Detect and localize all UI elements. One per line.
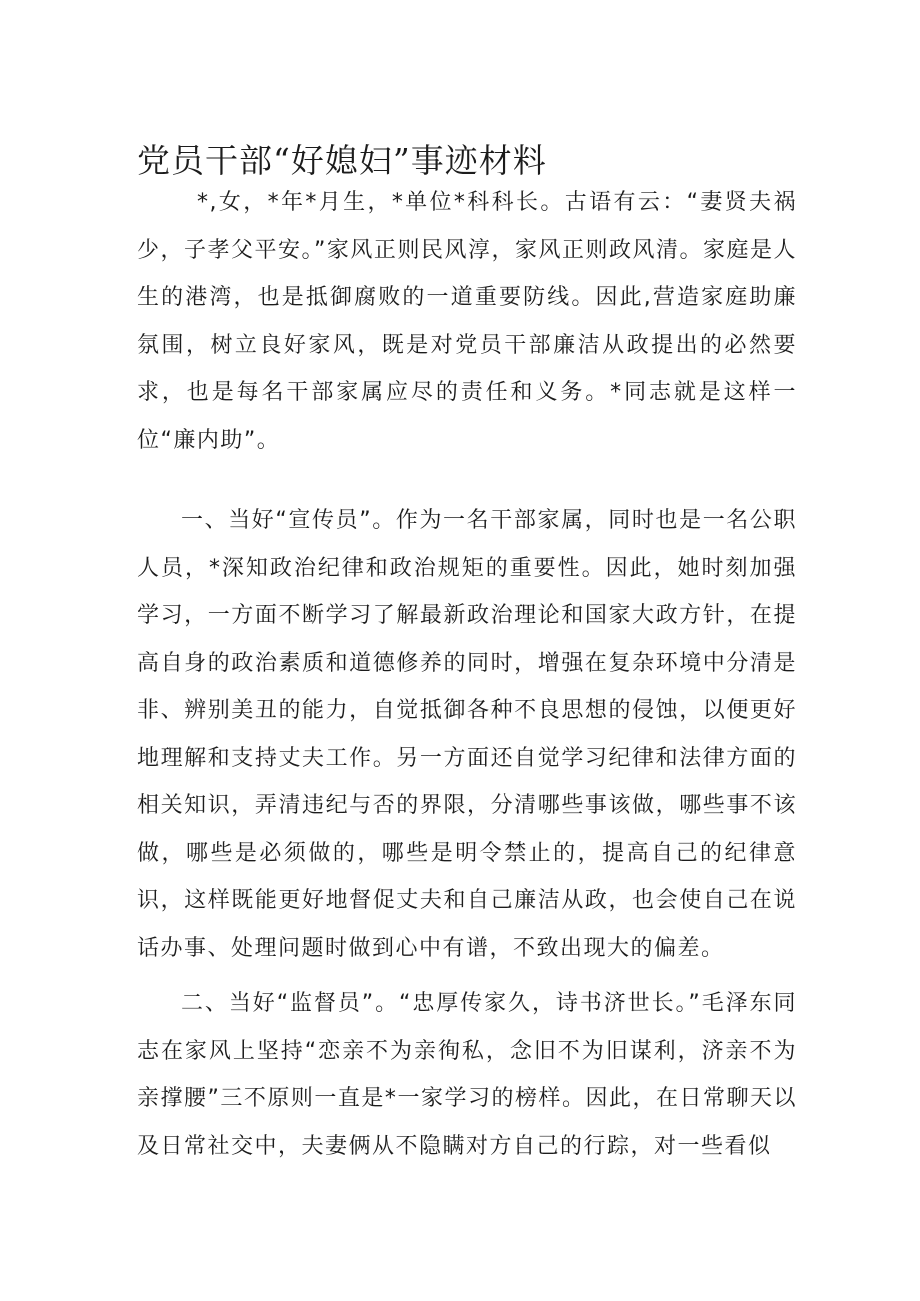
- paragraph-intro: *,女，*年*月生，*单位*科科长。古语有云：“妻贤夫祸少，子孝父平安。”家风正则民风淳，家风正则政风清。家庭是人生的港湾，也是抵御腐败的一道重要防线。因此,营造家庭助廉氛围，树立良好家风，既是对党员干部廉洁从政提出的必然要求，也是每名干部家属应尽的责任和义务。*同志就是这样一位“廉内助”。: [137, 190, 797, 453]
- paragraph-section-two: 二、当好“监督员”。“忠厚传家久，诗书济世长。”毛泽东同志在家风上坚持“恋亲不为亲徇私，念旧不为旧谋利，济亲不为亲撑腰”三不原则一直是*一家学习的榜样。因此，在日常聊天以及日常社交中，夫妻俩从不隐瞒对方自己的行踪，对一些看似: [137, 991, 797, 1159]
- paragraph-section-one: 一、当好“宣传员”。作为一名干部家属，同时也是一名公职人员，*深知政治纪律和政治规矩的重要性。因此，她时刻加强学习，一方面不断学习了解最新政治理论和国家大政方针，在提高自身的政治素质和道德修养的同时，增强在复杂环境中分清是非、辨别美丑的能力，自觉抵御各种不良思想的侵蚀，以便更好地理解和支持丈夫工作。另一方面还自觉学习纪律和法律方面的相关知识，弄清违纪与否的界限，分清哪些事该做，哪些事不该做，哪些是必须做的，哪些是明令禁止的，提高自己的纪律意识，这样既能更好地督促丈夫和自己廉洁从政，也会使自己在说话办事、处理问题时做到心中有谱，不致出现大的偏差。: [137, 508, 797, 961]
- document-title: 党员干部“好媳妇”事迹材料: [137, 141, 547, 180]
